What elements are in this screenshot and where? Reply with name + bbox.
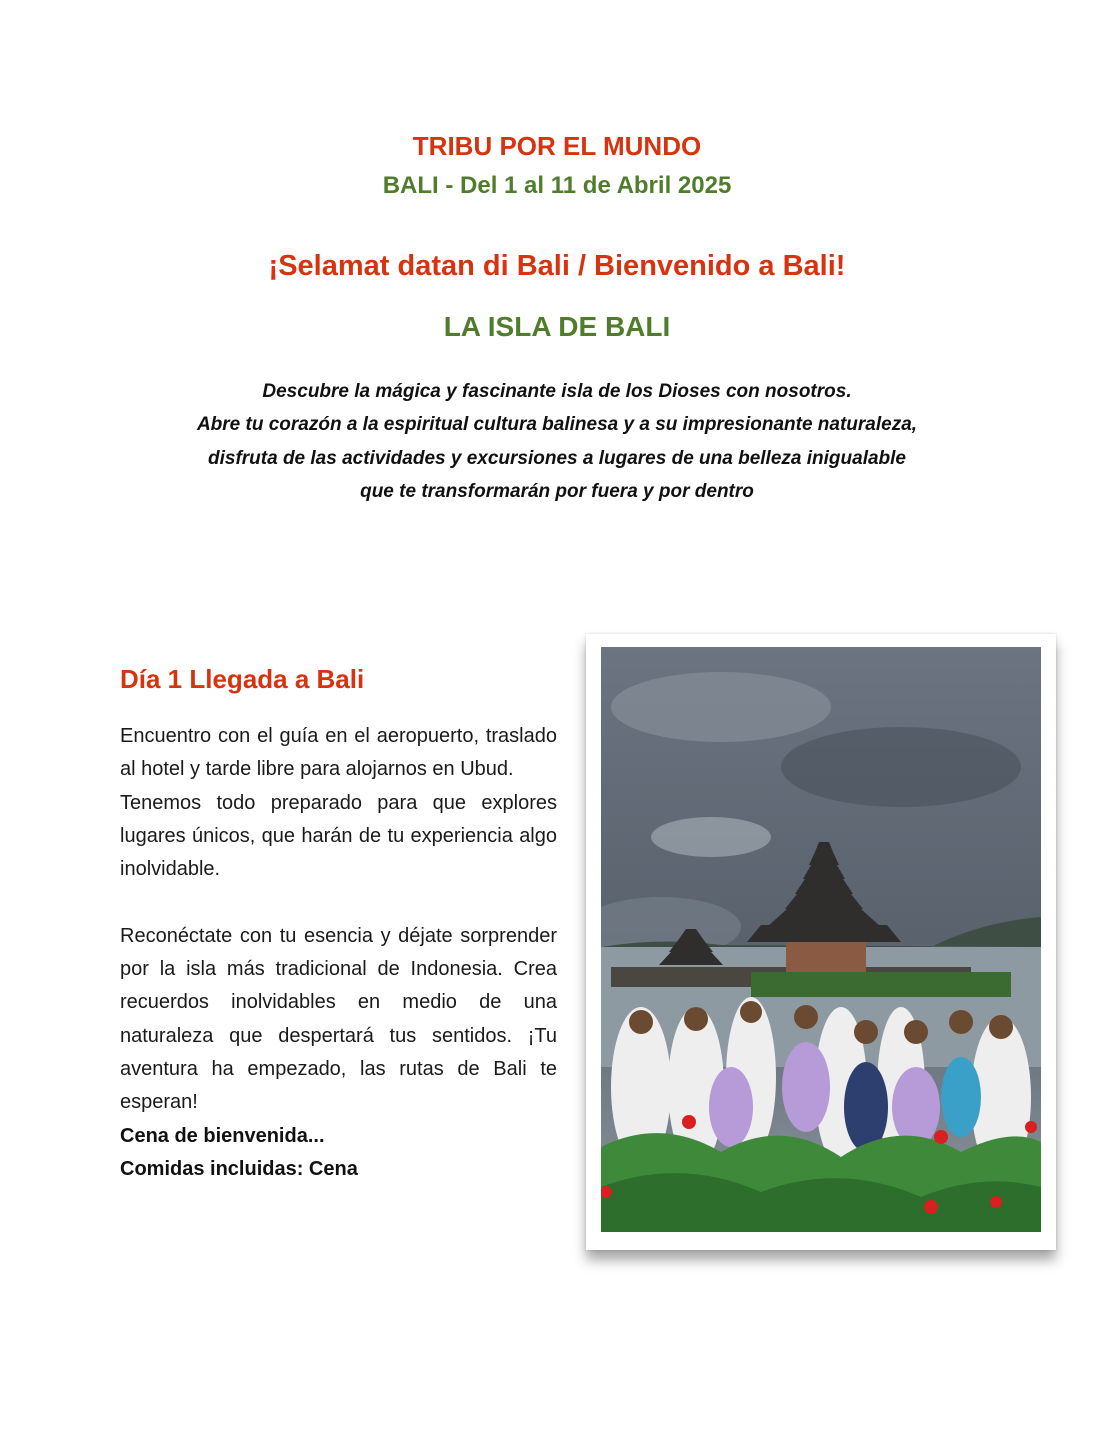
- day1-body: [120, 720, 557, 1186]
- intro-line: Descubre la mágica y fascinante isla de los Dioses con nosotros.: [262, 381, 852, 402]
- bali-temple-group-photo: [601, 647, 1041, 1232]
- welcome-heading: ¡Selamat datan di Bali / Bienvenido a Bali!: [268, 250, 846, 282]
- day1-paragraph: Reconéctate con tu esencia y déjate sorprender por la isla más tradicional de Indonesia. Crea recuerdos inolvidables en medio de una naturaleza que despertará tus sentidos. ¡Tu aventura ha empezado, las rutas de Bali te esperan!: [120, 924, 557, 1114]
- trip-dates: BALI - Del 1 al 11 de Abril 2025: [382, 172, 732, 199]
- brand-title: TRIBU POR EL MUNDO: [412, 131, 702, 161]
- intro-line: Abre tu corazón a la espiritual cultura balinesa y a su impresionante naturaleza,: [196, 414, 918, 436]
- intro-line: que te transformarán por fuera y por dentro: [360, 480, 754, 502]
- day1-paragraph: Encuentro con el guía en el aeropuerto, traslado al hotel y tarde libre para alojarnos en Ubud.: [120, 725, 557, 781]
- day1-paragraph: Tenemos todo preparado para que explores lugares únicos, que harán de tu experiencia algo inolvidable.: [120, 791, 557, 881]
- island-heading: LA ISLA DE BALI: [443, 311, 671, 342]
- meals-included: Comidas incluidas: Cena: [120, 1157, 358, 1180]
- intro-paragraph: [80, 375, 1034, 508]
- dinner-note: Cena de bienvenida...: [120, 1124, 325, 1147]
- photo-frame: [586, 634, 1056, 1250]
- intro-line: disfruta de las actividades y excursiones a lugares de una belleza inigualable: [208, 447, 906, 469]
- day1-heading: Día 1 Llegada a Bali: [120, 664, 365, 694]
